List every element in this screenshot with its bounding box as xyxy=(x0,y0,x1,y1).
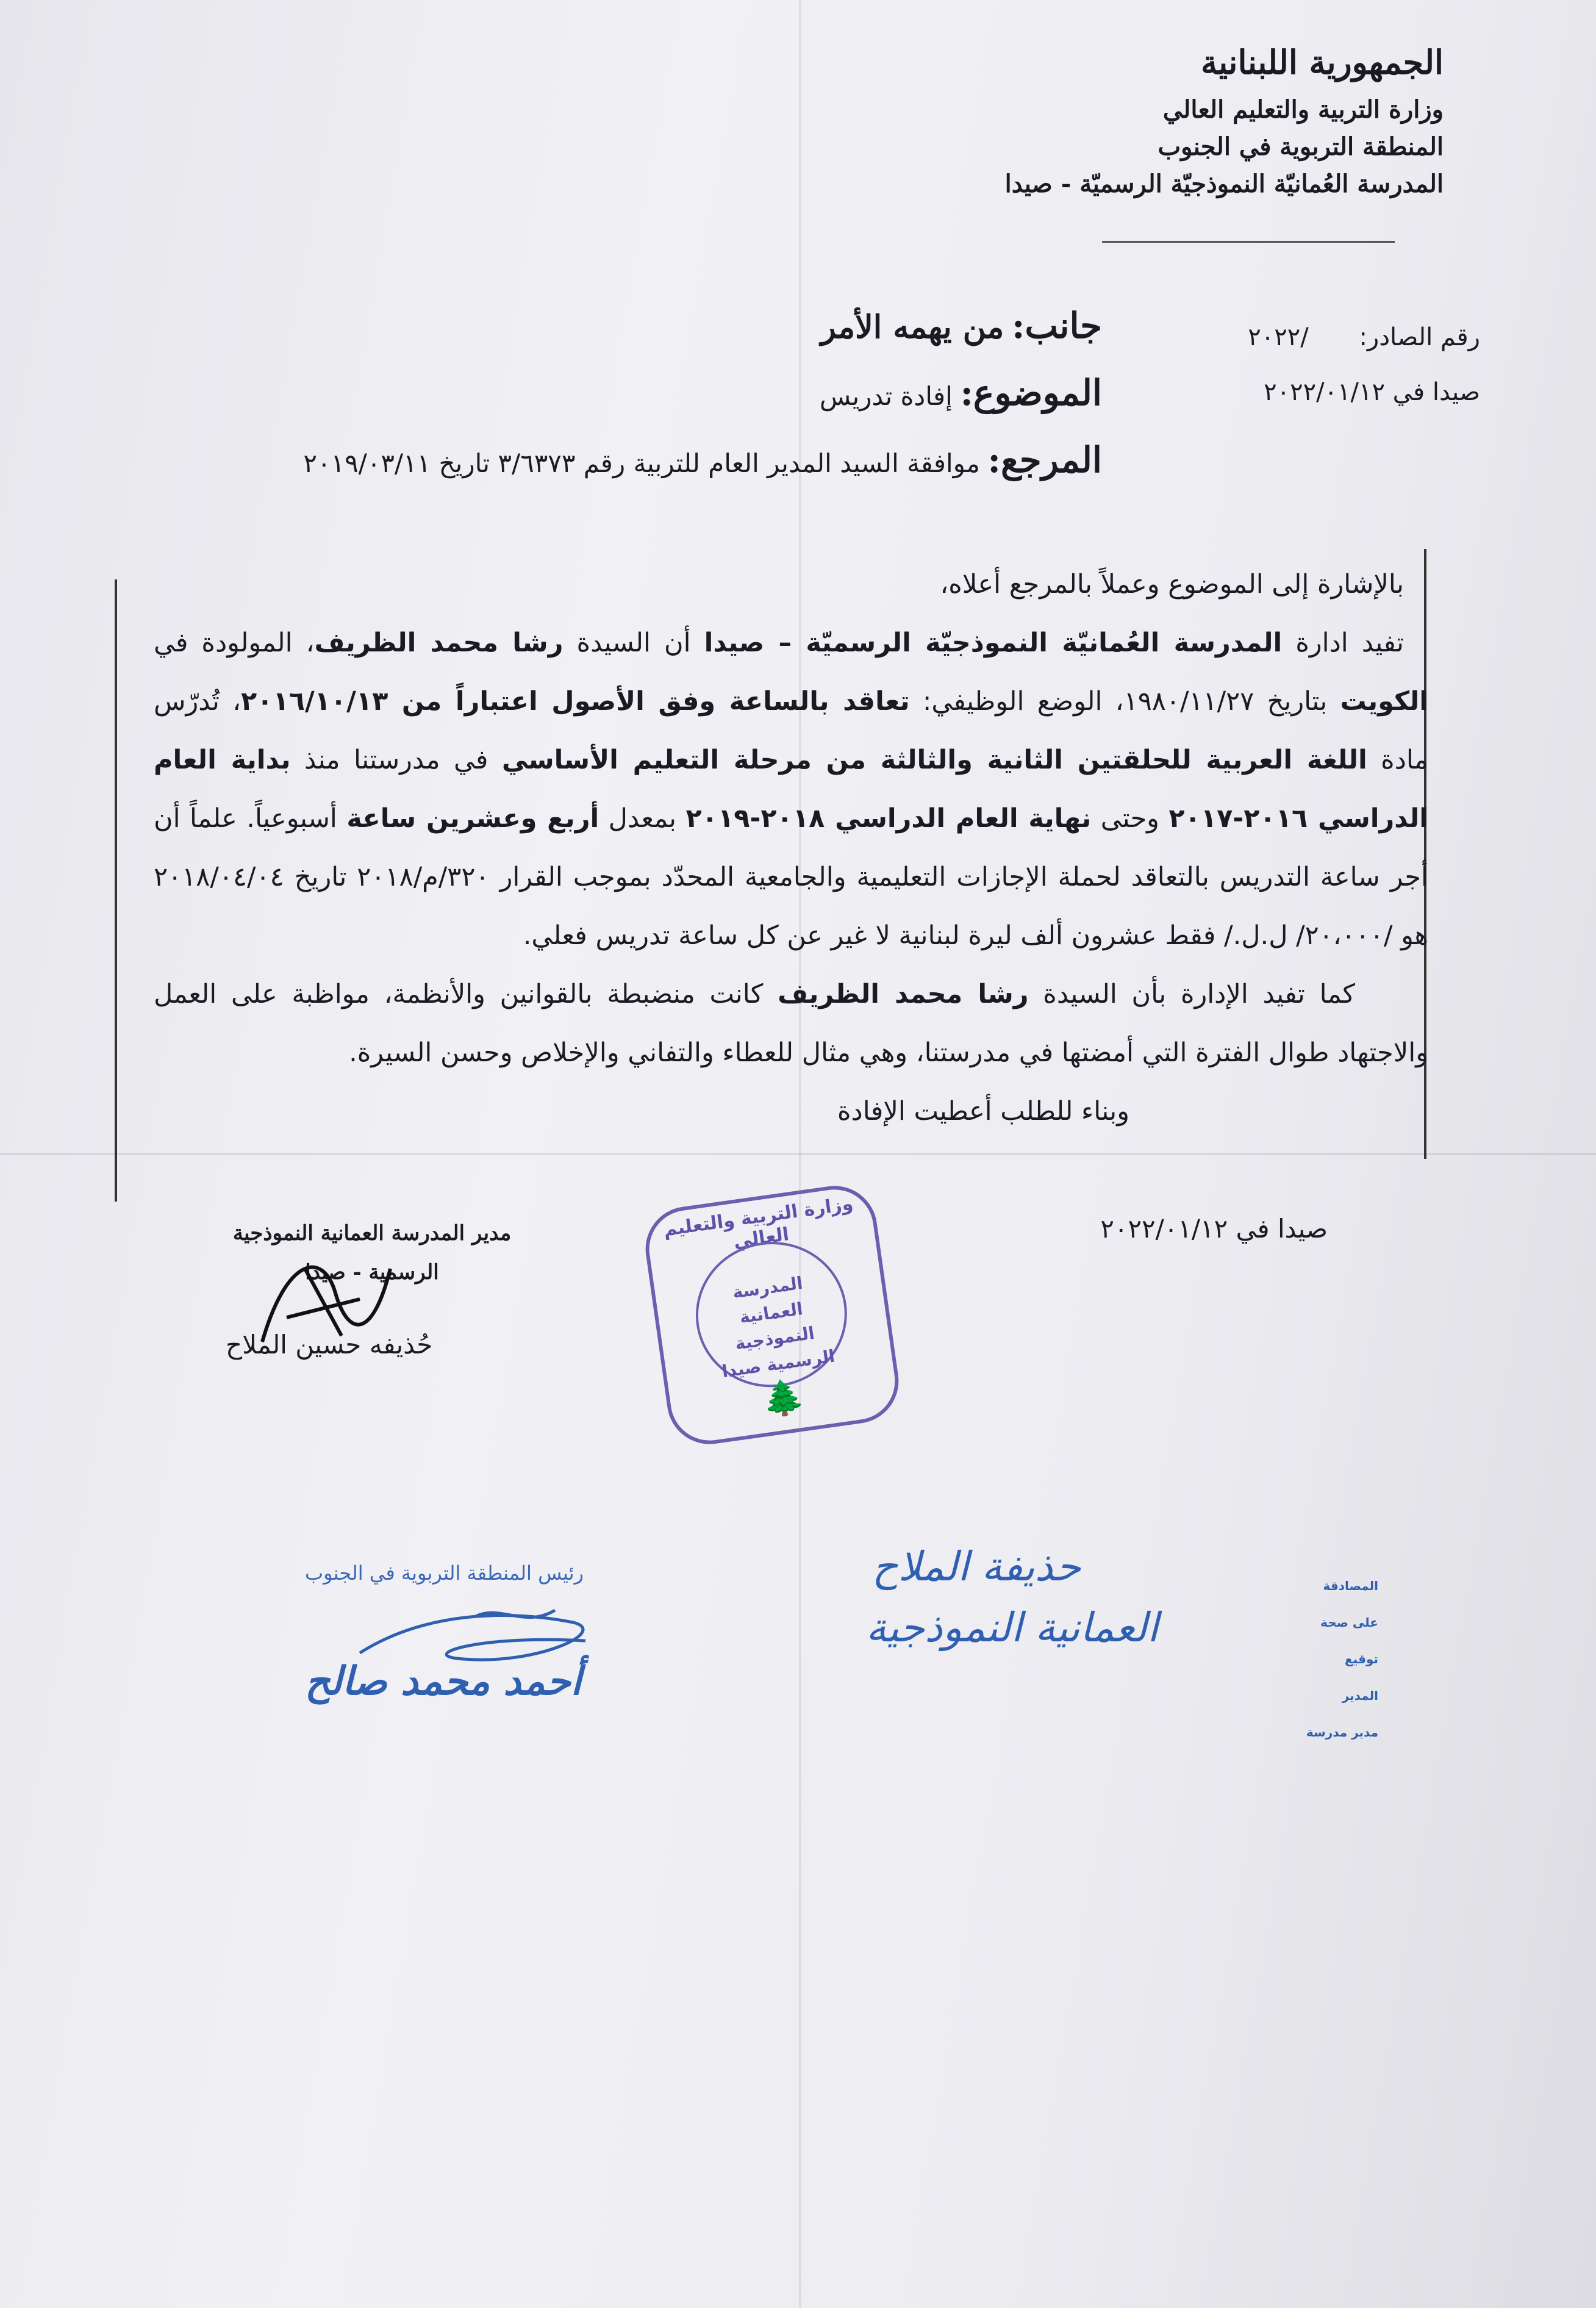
intro-paragraph: بالإشارة إلى الموضوع وعملاً بالمرجع أعلاه، xyxy=(940,569,1404,600)
closing-line: وبناء للطلب أعطيت الإفادة xyxy=(837,1096,1129,1127)
recipient-value: من يهمه الأمر xyxy=(820,309,1004,346)
certification-name: حذيفة الملاح xyxy=(872,1543,1081,1590)
letterhead-region: المنطقة التربوية في الجنوب xyxy=(1158,132,1444,161)
director-title-line-1: مدير المدرسة العمانية النموذجية xyxy=(232,1221,512,1245)
stamp-inner-ring xyxy=(687,1232,857,1421)
letterhead-ministry: وزارة التربية والتعليم العالي xyxy=(1162,95,1444,124)
stamp-outer-text: وزارة التربية والتعليم العالي xyxy=(662,1192,855,1253)
director-title-line-2: الرسمية - صيدا xyxy=(305,1260,439,1285)
issue-number xyxy=(1248,323,1480,351)
signature-date: صيدا في ٢٠٢٢/٠١/١٢ xyxy=(1100,1214,1328,1244)
school-name: المدرسة العُمانيّة النموذجيّة الرسميّة – صيدا xyxy=(704,628,1283,658)
issue-date: صيدا في ٢٠٢٢/٠١/١٢ xyxy=(1264,378,1480,406)
cedar-icon: 🌲 xyxy=(759,1375,807,1421)
recipient-line xyxy=(821,305,1102,346)
letterhead xyxy=(980,43,1444,207)
teacher-name: رشا محمد الظريف xyxy=(314,628,564,658)
certification-labels xyxy=(1305,1568,1378,1751)
reference-label: المرجع: xyxy=(987,439,1102,481)
region-head-title: رئيس المنطقة التربوية في الجنوب xyxy=(305,1561,584,1585)
letterhead-school: المدرسة العُمانيّة النموذجيّة الرسميّة - صيدا xyxy=(1004,170,1444,198)
certification-label-1: المصادقة على صحة توقيع المدير xyxy=(1320,1579,1378,1703)
employment-status: تعاقد بالساعة وفق الأصول اعتباراً من ٢٠١٦/١٠/١٣ xyxy=(240,686,910,717)
letter-body xyxy=(154,555,1428,1141)
birthplace: الكويت xyxy=(1340,686,1428,717)
stamp-inner-text: المدرسة العمانية النموذجية الرسمية صيدا xyxy=(720,1272,836,1382)
subject-line xyxy=(820,372,1102,414)
paragraph-2: كما تفيد الإدارة بأن السيدة رشا محمد الظريف كانت منضبطة بالقوانين والأنظمة، مواظبة على العمل والاجتهاد طوال الفترة التي أمضتها في مدرستنا، وهي مثال للعطاء والتفاني والإخلاص وحسن السيرة. xyxy=(154,979,1428,1068)
subject-label: الموضوع: xyxy=(960,372,1102,414)
official-stamp xyxy=(640,1180,904,1449)
frame-line-left xyxy=(115,579,117,1202)
recipient-label: جانب: xyxy=(1011,305,1102,346)
subject-value: إفادة تدريس xyxy=(819,381,953,411)
paper-fold xyxy=(799,0,801,2308)
certification-label-2: مدير مدرسة xyxy=(1306,1725,1378,1740)
teaching-subject: اللغة العربية للحلقتين الثانية والثالثة من مرحلة التعليم الأساسي xyxy=(501,745,1367,775)
teacher-name: رشا محمد الظريف xyxy=(778,979,1029,1009)
region-head-name: أحمد محمد صالح xyxy=(305,1659,582,1704)
issue-number-label: رقم الصادر: xyxy=(1359,323,1480,351)
weekly-hours: أربع وعشرين ساعة xyxy=(346,803,599,834)
paper-fold xyxy=(0,1153,1596,1155)
reference-value: موافقة السيد المدير العام للتربية رقم ٣/٦٣٧٣ تاريخ ٢٠١٩/٠٣/١١ xyxy=(303,448,980,478)
end-year: نهاية العام الدراسي ٢٠١٨-٢٠١٩ xyxy=(685,803,1092,834)
issue-number-value: /٢٠٢٢ xyxy=(1248,323,1309,351)
certification-school: العمانية النموذجية xyxy=(866,1604,1159,1651)
reference-line xyxy=(303,439,1102,481)
start-year: بداية العام الدراسي ٢٠١٦-٢٠١٧ xyxy=(154,745,1428,834)
director-name: حُذيفه حسين الملاح xyxy=(226,1330,433,1360)
letterhead-divider xyxy=(1102,241,1395,243)
paragraph-1: تفيد ادارة المدرسة العُمانيّة النموذجيّة الرسميّة – صيدا أن السيدة رشا محمد الظريف، المولودة في الكويت بتاريخ ١٩٨٠/١١/٢٧، الوضع الوظيفي: تعاقد بالساعة وفق الأصول اعتباراً من ٢٠١٦/١٠/١٣، تُدرّس مادة اللغة العربية للحلقتين الثانية والثالثة من مرحلة التعليم الأساسي في مدرستنا منذ بداية العام الدراسي ٢٠١٦-٢٠١٧ وحتى نهاية العام الدراسي ٢٠١٨-٢٠١٩ بمعدل أربع وعشرين ساعة أسبوعياً. علماً أن أجر ساعة التدريس بالتعاقد لحملة الإجازات التعليمية والجامعية المحدّد بموجب القرار ٣٢٠/م/٢٠١٨ تاريخ ٢٠١٨/٠٤/٠٤ هو /٢٠،٠٠٠/ ل.ل./ فقط عشرون ألف ليرة لبنانية لا غير عن كل ساعة تدريس فعلي. xyxy=(154,628,1428,951)
letterhead-country: الجمهورية اللبنانية xyxy=(1201,43,1444,82)
